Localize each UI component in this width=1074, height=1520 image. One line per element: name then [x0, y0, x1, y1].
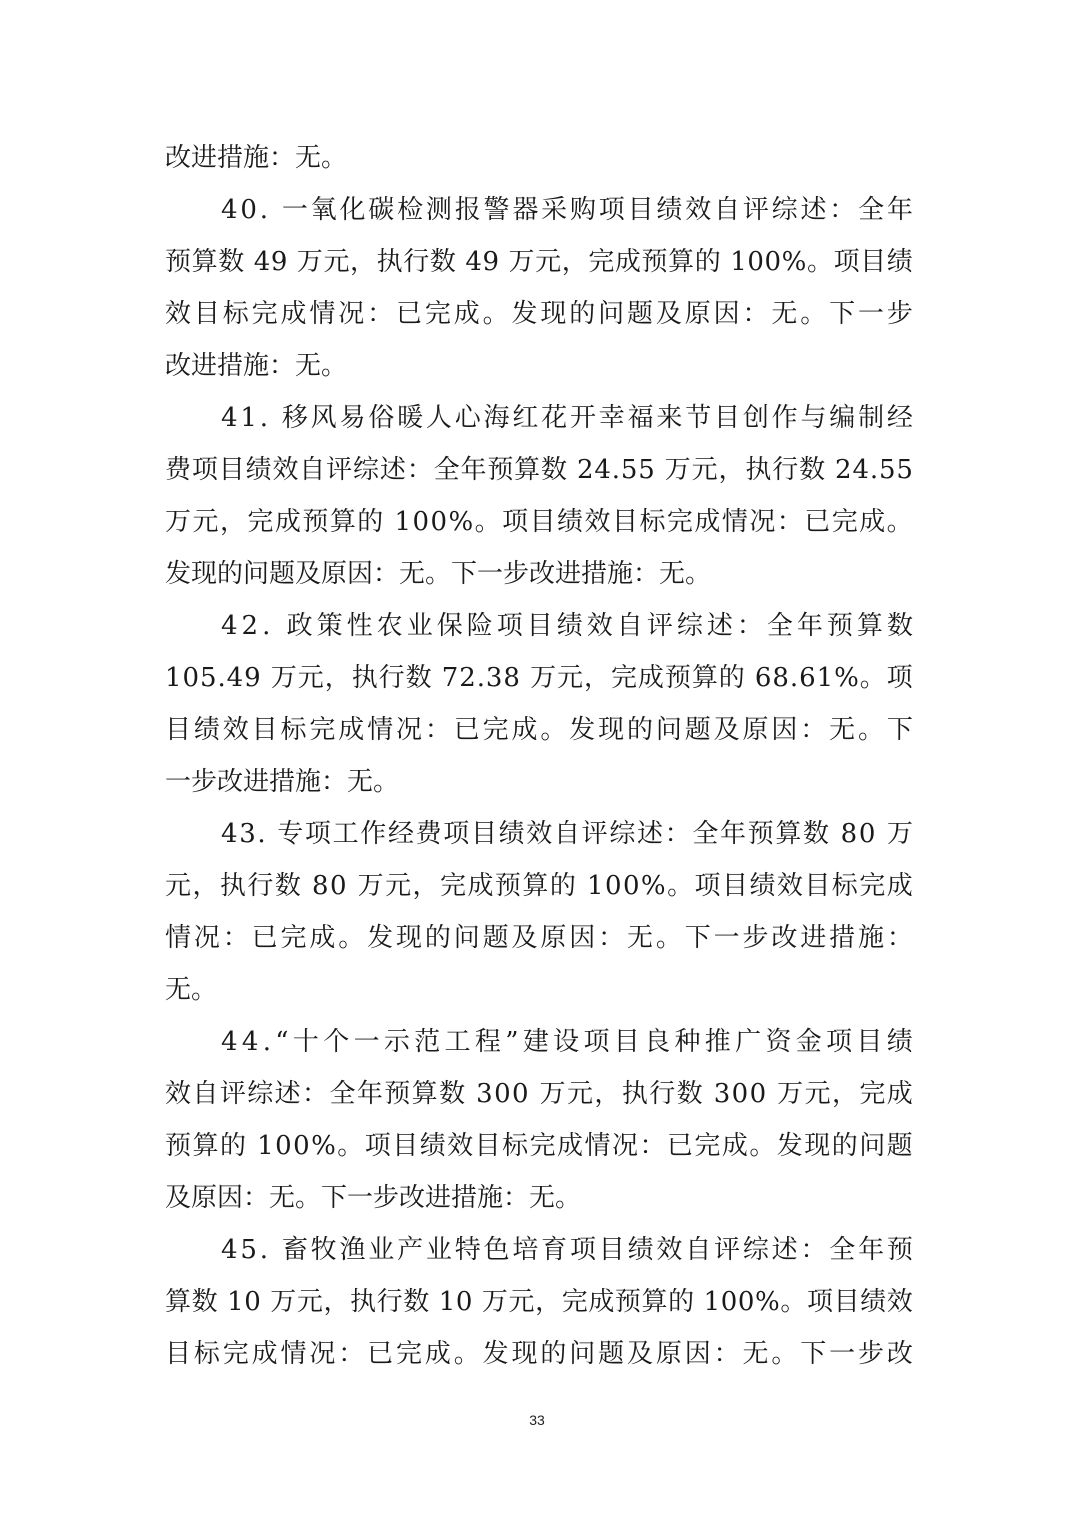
paragraph-item-43 — [165, 808, 913, 1016]
text-line: 4 2 . 政 策 性 农 业 保 险 项 目 绩 效 自 评 综 述 ： 全 年 预 算 数 — [221, 611, 913, 641]
text-line: 改进措施：无。 — [165, 143, 348, 173]
text-line: 4 3 . 专 项 工 作 经 费 项 目 绩 效 自 评 综 述 ： 全 年 预 算 数 8 0 万 — [221, 819, 913, 849]
text-line: 费 项 目 绩 效 自 评 综 述 ： 全 年 预 算 数 2 4 . 5 5 万 元 ， 执 行 数 2 4 . 5 5 — [165, 455, 913, 485]
paragraph-item-41 — [165, 392, 913, 600]
text-line: 算 数 1 0 万 元 ， 执 行 数 1 0 万 元 ， 完 成 预 算 的 1 0 0 % 。 项 目 绩 效 — [165, 1287, 913, 1317]
page-number: 33 — [529, 1412, 545, 1428]
text-line: 发现的问题及原因：无。下一步改进措施：无。 — [165, 559, 712, 589]
text-line: 4 0 . 一 氧 化 碳 检 测 报 警 器 采 购 项 目 绩 效 自 评 综 述 ： 全 年 — [221, 195, 913, 225]
text-line: 一步改进措施：无。 — [165, 767, 400, 797]
document-body — [165, 132, 913, 1380]
text-line: 目 绩 效 目 标 完 成 情 况 ： 已 完 成 。 发 现 的 问 题 及 原 因 ： 无 。 下 — [165, 715, 913, 745]
paragraph-item-44 — [165, 1016, 913, 1224]
text-line: 预 算 数 4 9 万 元 ， 执 行 数 4 9 万 元 ， 完 成 预 算 的 1 0 0 % 。 项 目 绩 — [165, 247, 913, 277]
text-line: 元 ， 执 行 数 8 0 万 元 ， 完 成 预 算 的 1 0 0 % 。 项 目 绩 效 目 标 完 成 — [165, 871, 913, 901]
paragraph-item-45 — [165, 1224, 913, 1380]
text-line: 效 目 标 完 成 情 况 ： 已 完 成 。 发 现 的 问 题 及 原 因 ： 无 。 下 一 步 — [165, 299, 913, 329]
text-line: 效 自 评 综 述 ： 全 年 预 算 数 3 0 0 万 元 ， 执 行 数 3 0 0 万 元 ， 完 成 — [165, 1079, 913, 1109]
text-line: 及原因：无。下一步改进措施：无。 — [165, 1183, 582, 1213]
text-line: 无。 — [165, 975, 218, 1005]
paragraph-item-40 — [165, 184, 913, 392]
text-line: 情 况 ： 已 完 成 。 发 现 的 问 题 及 原 因 ： 无 。 下 一 步 改 进 措 施 ： — [165, 923, 913, 953]
paragraph-tail-39 — [165, 132, 913, 184]
text-line: 目 标 完 成 情 况 ： 已 完 成 。 发 现 的 问 题 及 原 因 ： 无 。 下 一 步 改 — [165, 1339, 913, 1369]
text-line: 4 5 . 畜 牧 渔 业 产 业 特 色 培 育 项 目 绩 效 自 评 综 述 ： 全 年 预 — [221, 1235, 913, 1265]
text-line: 4 1 . 移 风 易 俗 暖 人 心 海 红 花 开 幸 福 来 节 目 创 作 与 编 制 经 — [221, 403, 913, 433]
text-line: 1 0 5 . 4 9 万 元 ， 执 行 数 7 2 . 3 8 万 元 ， 完 成 预 算 的 6 8 . 6 1 % 。 项 — [165, 663, 913, 693]
text-line: 4 4 . “ 十 个 一 示 范 工 程 ” 建 设 项 目 良 种 推 广 资 金 项 目 绩 — [221, 1027, 913, 1057]
paragraph-item-42 — [165, 600, 913, 808]
text-line: 预 算 的 1 0 0 % 。 项 目 绩 效 目 标 完 成 情 况 ： 已 完 成 。 发 现 的 问 题 — [165, 1131, 913, 1161]
text-line: 改进措施：无。 — [165, 351, 348, 381]
text-line: 万 元 ， 完 成 预 算 的 1 0 0 % 。 项 目 绩 效 目 标 完 成 情 况 ： 已 完 成 。 — [165, 507, 913, 537]
